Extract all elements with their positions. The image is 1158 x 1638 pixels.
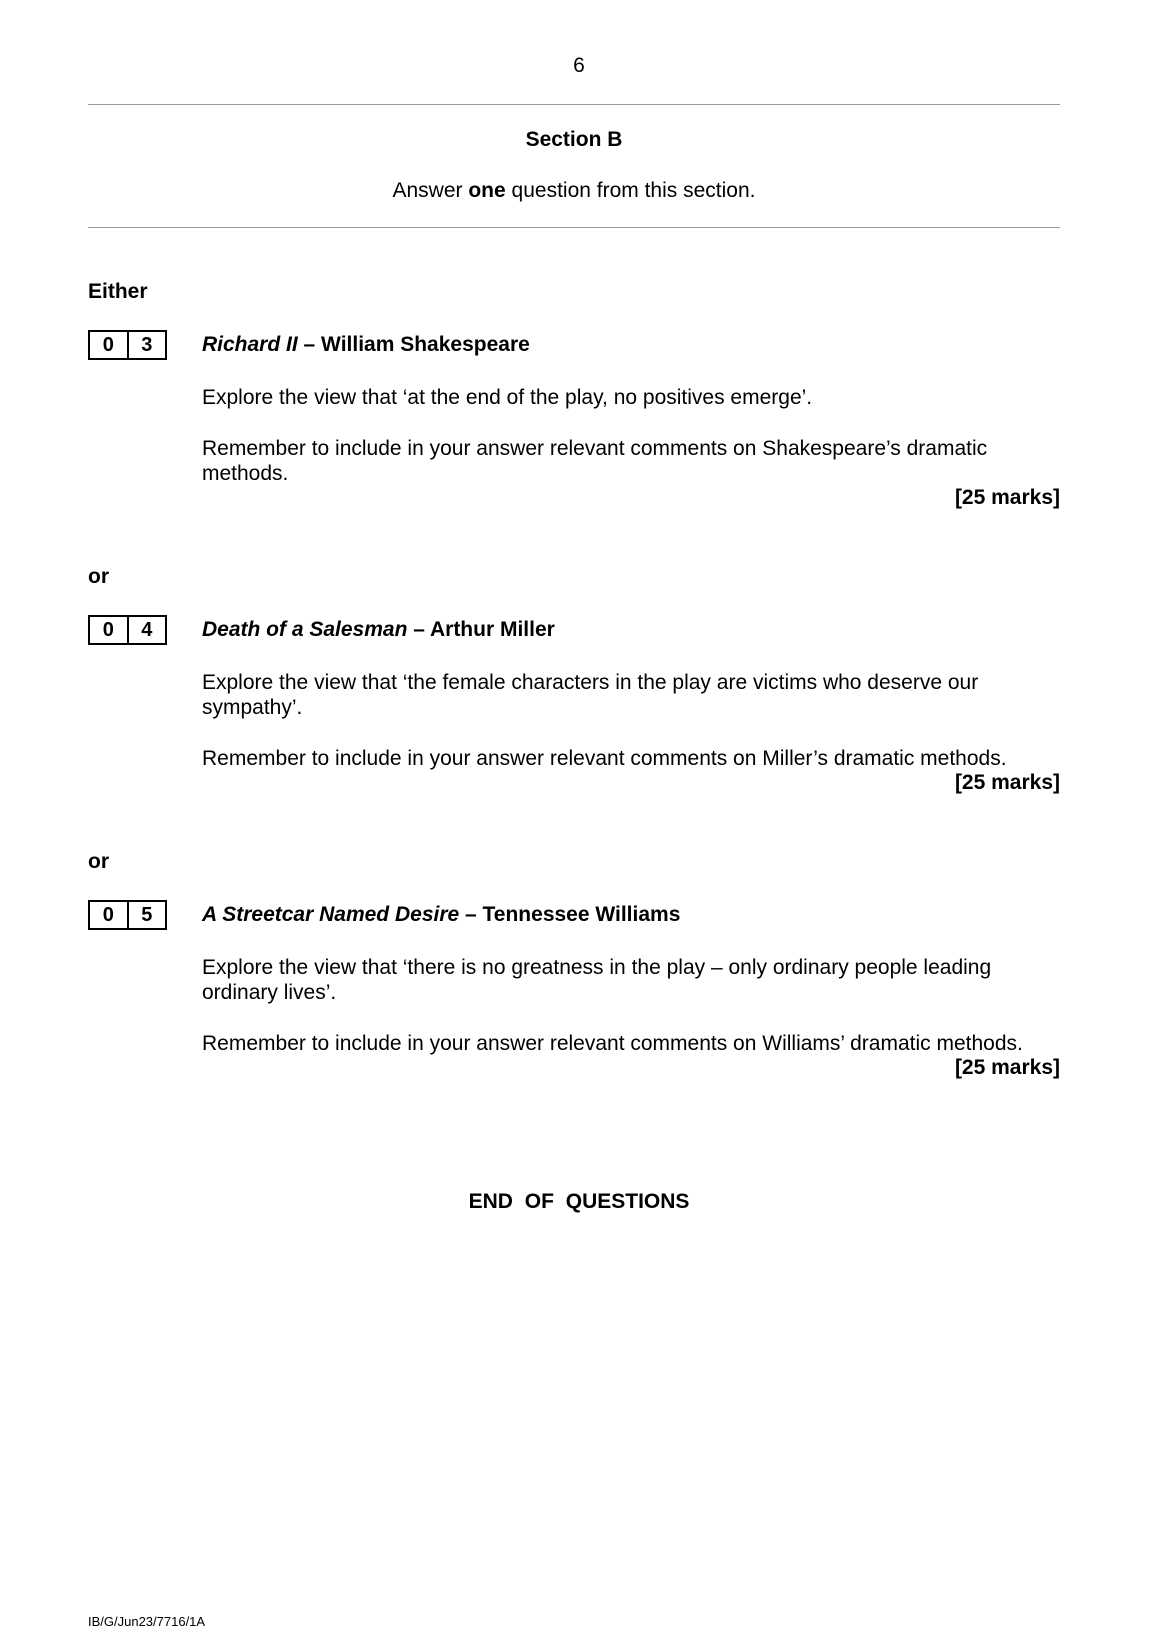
connector-or: or bbox=[88, 565, 109, 588]
question-marks-03: [25 marks] bbox=[954, 486, 1060, 509]
question-reminder-03: Remember to include in your answer relevant comments on Shakespeare’s dramatic methods. bbox=[202, 437, 988, 485]
top-divider bbox=[88, 104, 1060, 105]
page-number: 6 bbox=[573, 54, 585, 77]
question-number-box-05 bbox=[88, 900, 167, 930]
instruction-emphasis: one bbox=[468, 179, 506, 202]
question-number-digit: 3 bbox=[141, 334, 153, 356]
question-number-digit: 0 bbox=[90, 332, 129, 358]
question-number-digit: 0 bbox=[90, 902, 129, 928]
question-number-digit: 4 bbox=[141, 619, 153, 641]
work-author: – Arthur Miller bbox=[407, 618, 555, 641]
work-author: – William Shakespeare bbox=[297, 333, 530, 356]
end-of-questions: END OF QUESTIONS bbox=[468, 1190, 690, 1213]
question-marks-05: [25 marks] bbox=[954, 1056, 1060, 1079]
work-title: Richard II bbox=[202, 333, 298, 356]
connector-either: Either bbox=[88, 280, 148, 303]
section-title: Section B bbox=[525, 128, 623, 151]
section-divider bbox=[88, 227, 1060, 228]
connector-or: or bbox=[88, 850, 109, 873]
work-title: Death of a Salesman bbox=[202, 618, 408, 641]
question-number-digit: 0 bbox=[90, 617, 129, 643]
question-number-box-03 bbox=[88, 330, 167, 360]
footer-code: IB/G/Jun23/7716/1A bbox=[88, 1614, 206, 1629]
instruction-text-pre: Answer bbox=[392, 179, 469, 202]
question-title-04 bbox=[202, 618, 555, 642]
instruction-text-post: question from this section. bbox=[505, 179, 756, 202]
section-instruction bbox=[88, 179, 1060, 203]
question-reminder-04: Remember to include in your answer relevant comments on Miller’s dramatic methods. bbox=[202, 747, 1007, 770]
question-prompt-04: Explore the view that ‘the female characters in the play are victims who deserve our sympathy’. bbox=[202, 671, 979, 719]
work-title: A Streetcar Named Desire bbox=[202, 903, 460, 926]
work-author: – Tennessee Williams bbox=[459, 903, 681, 926]
question-reminder-05: Remember to include in your answer relevant comments on Williams’ dramatic methods. bbox=[202, 1032, 1023, 1055]
question-title-05 bbox=[202, 903, 680, 927]
question-prompt-05: Explore the view that ‘there is no greatness in the play – only ordinary people leading ordinary lives’. bbox=[202, 956, 992, 1004]
question-marks-04: [25 marks] bbox=[954, 771, 1060, 794]
question-prompt-03: Explore the view that ‘at the end of the play, no positives emerge’. bbox=[202, 386, 813, 409]
question-number-box-04 bbox=[88, 615, 167, 645]
question-title-03 bbox=[202, 333, 530, 357]
question-number-digit: 5 bbox=[141, 904, 153, 926]
